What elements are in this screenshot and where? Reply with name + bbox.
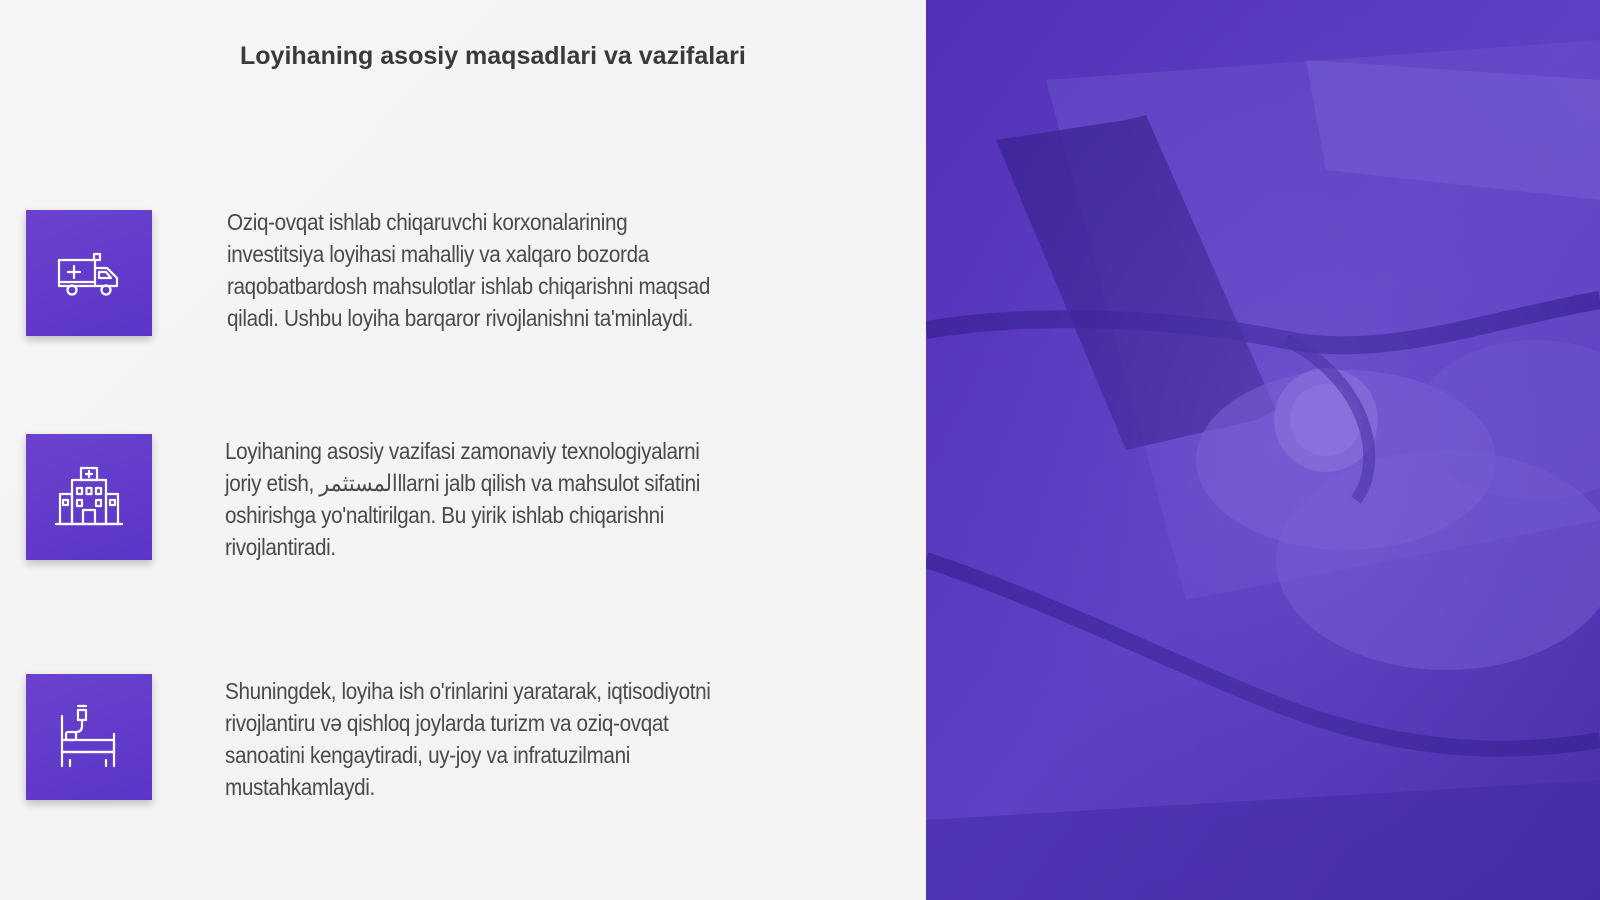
ambulance-icon-tile <box>26 210 152 336</box>
goal-text-2: Loyihaning asosiy vazifasi zamonaviy texnologiyalarni joriy etish, المستثمرllarni jalb qilish va mahsulot sifatini oshirishga yo'naltirilgan. Bu yirik ishlab chiqarishni rivojlantiradi. <box>225 438 701 560</box>
hospital-bed-icon-tile <box>26 674 152 800</box>
slide-title: Loyihaning asosiy maqsadlari va vazifalari <box>240 42 746 70</box>
hospital-icon-tile <box>26 434 152 560</box>
stethoscope-photo-illustration <box>926 0 1600 900</box>
hospital-icon <box>54 462 124 532</box>
goal-text-1: Oziq-ovqat ishlab chiqaruvchi korxonalarining investitsiya loyihasi mahalliy va xalqaro bozorda raqobatbardosh mahsulotlar ishlab chiqarishni maqsad qiladi. Ushbu loyiha barqaror rivojlanishni ta'minlaydi. <box>227 209 710 331</box>
hospital-bed-icon <box>54 702 124 772</box>
ambulance-icon <box>54 238 124 308</box>
photo-panel <box>926 0 1600 900</box>
goal-text-3: Shuningdek, loyiha ish o'rinlarini yaratarak, iqtisodiyotni rivojlantiru və qishloq joylarda turizm va oziq-ovqat sanoatini kengaytiradi, uy-joy va infratuzilmani mustahkamlaydi. <box>225 678 711 800</box>
